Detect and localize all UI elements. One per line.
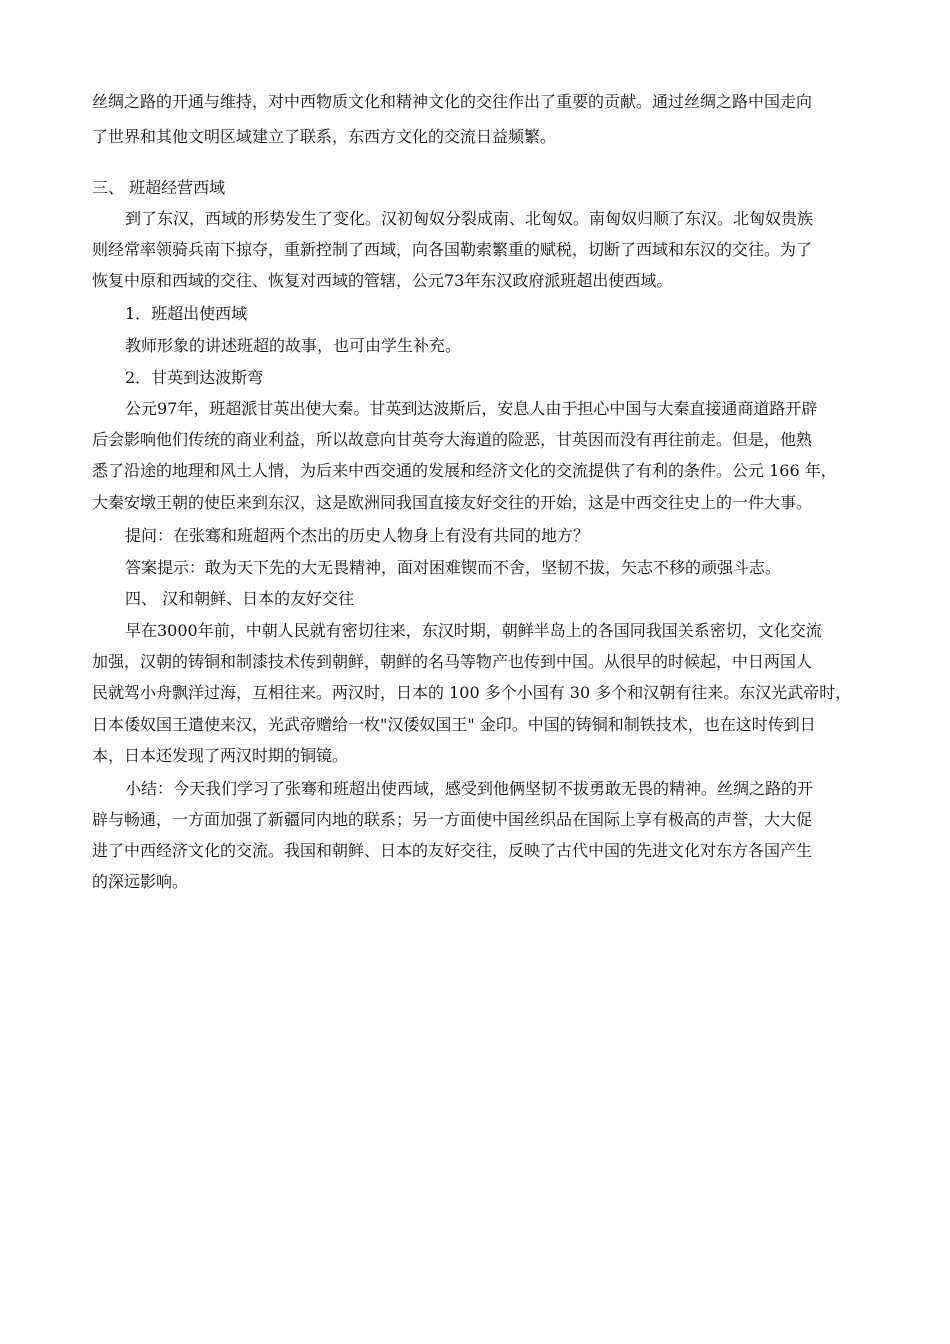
- paragraph-line: 日本倭奴国王遣使来汉，光武帝赠给一枚"汉倭奴国王" 金印。中国的铸铜和制铁技术，也在这时传到日: [92, 715, 816, 734]
- paragraph-line: 恢复中原和西域的交往、恢复对西域的管辖，公元73年东汉政府派班超出使西域。: [92, 271, 673, 290]
- paragraph-line: 后会影响他们传统的商业利益，所以故意向甘英夸大海道的险恶，甘英因而没有再往前走。但是，他熟: [92, 430, 813, 449]
- paragraph-line: 悉了沿途的地理和风土人情，为后来中西交通的发展和经济文化的交流提供了有利的条件。公元 166 年，: [92, 461, 837, 480]
- intro-line: 了世界和其他文明区域建立了联系，东西方文化的交流日益频繁。: [92, 127, 557, 146]
- summary-line: 进了中西经济文化的交流。我国和朝鲜、日本的友好交往，反映了古代中国的先进文化对东方各国产生: [92, 841, 813, 860]
- summary-line: 辟与畅通，一方面加强了新疆同内地的联系；另一方面使中国丝织品在国际上享有极高的声誉，大大促: [92, 810, 813, 829]
- paragraph-line: 到了东汉，西域的形势发生了变化。汉初匈奴分裂成南、北匈奴。南匈奴归顺了东汉。北匈奴贵族: [125, 209, 814, 228]
- paragraph-line: 公元97年，班超派甘英出使大秦。甘英到达波斯后，安息人由于担心中国与大秦直接通商道路开辟: [125, 399, 818, 418]
- summary-line: 的深远影响。: [92, 872, 189, 891]
- section-heading: 四、 汉和朝鲜、日本的友好交往: [125, 589, 355, 608]
- paragraph-line: 教师形象的讲述班超的故事，也可由学生补充。: [125, 336, 462, 355]
- paragraph-line: 民就驾小舟飘洋过海，互相往来。两汉时，日本的 100 多个小国有 30 多个和汉朝有往来。东汉光武帝时，: [92, 683, 852, 702]
- paragraph-line: 本，日本还发现了两汉时期的铜镜。: [92, 746, 349, 765]
- intro-line: 丝绸之路的开通与维持，对中西物质文化和精神文化的交往作出了重要的贡献。通过丝绸之路中国走向: [92, 92, 813, 111]
- paragraph-line: 大秦安墩王朝的使臣来到东汉，这是欧洲同我国直接友好交往的开始，这是中西交往史上的一件大事。: [92, 493, 813, 512]
- subheading: 1．班超出使西域: [125, 304, 248, 323]
- question-line: 提问：在张骞和班超两个杰出的历史人物身上有没有共同的地方？: [125, 526, 590, 545]
- section-heading: 三、 班超经营西域: [92, 178, 226, 197]
- summary-line: 小结：今天我们学习了张骞和班超出使西域，感受到他俩坚韧不拔勇敢无畏的精神。丝绸之路的开: [125, 779, 814, 798]
- paragraph-line: 加强，汉朝的铸铜和制漆技术传到朝鲜，朝鲜的名马等物产也传到中国。从很早的时候起，中日两国人: [92, 652, 813, 671]
- answer-line: 答案提示：敢为天下先的大无畏精神，面对困难锲而不舍，坚韧不拔，矢志不移的顽强斗志。: [125, 558, 782, 577]
- paragraph-line: 早在3000年前，中朝人民就有密切往来，东汉时期，朝鲜半岛上的各国同我国关系密切，文化交流: [125, 621, 822, 640]
- paragraph-line: 则经常率领骑兵南下掠夺，重新控制了西域，向各国勒索繁重的赋税，切断了西域和东汉的交往。为了: [92, 240, 813, 259]
- subheading: 2．甘英到达波斯弯: [125, 368, 264, 387]
